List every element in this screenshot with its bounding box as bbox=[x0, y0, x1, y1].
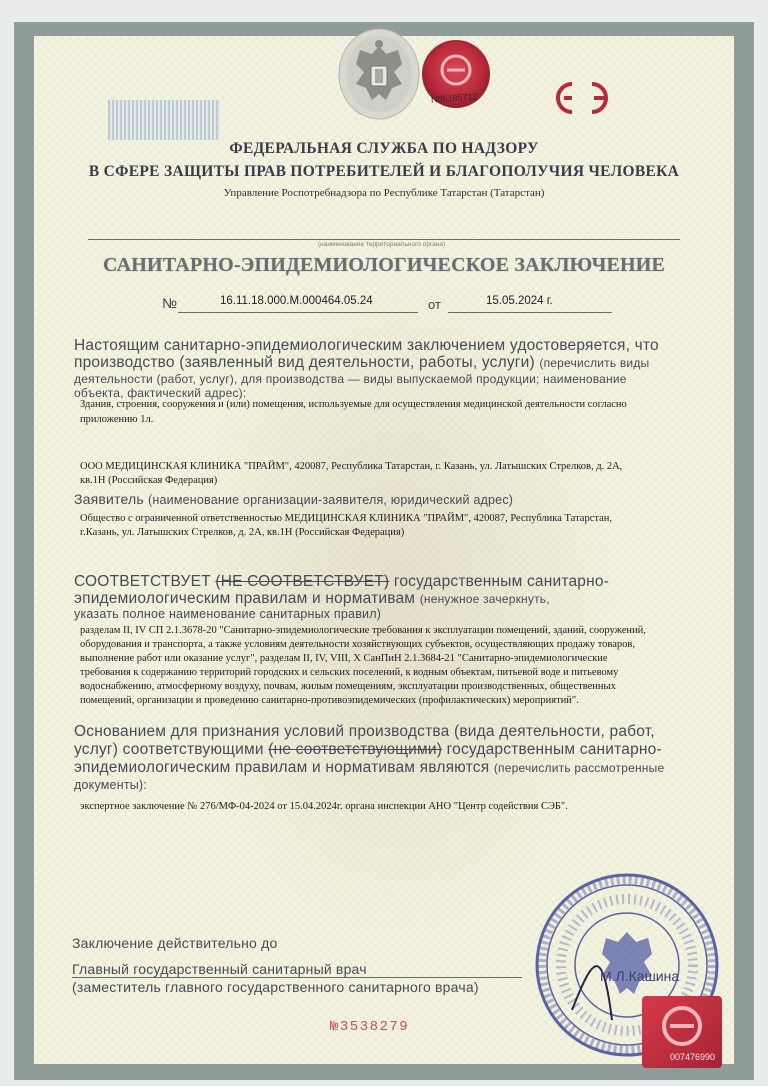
valid-until: Заключение действительно до bbox=[72, 935, 278, 951]
certify-line4: объекта, фактический адрес): bbox=[74, 386, 247, 400]
applicant-label: Заявитель bbox=[74, 491, 144, 507]
security-pattern bbox=[108, 100, 220, 140]
deputy-doctor: (заместитель главного государственного санитарного врача) bbox=[72, 979, 479, 995]
basis-line2-b: государственным санитарно- bbox=[446, 741, 662, 758]
document-title: САНИТАРНО-ЭПИДЕМИОЛОГИЧЕСКОЕ ЗАКЛЮЧЕНИЕ bbox=[102, 254, 666, 276]
department-rule bbox=[88, 239, 680, 240]
rules-line: требования к содержанию территорий городских и сельских поселений, к водным объектам, питьевой воде и питьевому bbox=[80, 667, 619, 678]
rules-line: разделам II, IV СП 2.1.3678-20 "Санитарно-эпидемиологические требования к эксплуатации помещений, зданий, сооружений, bbox=[80, 625, 646, 636]
conforms-line3: указать полное наименование санитарных правил) bbox=[74, 607, 382, 621]
conforms-rest: государственным санитарно- bbox=[393, 573, 610, 590]
agency-title-line1: ФЕДЕРАЛЬНАЯ СЛУЖБА ПО НАДЗОРУ bbox=[229, 140, 539, 157]
basis-line3-hint: (перечислить рассмотренные bbox=[493, 761, 665, 775]
certificate-date: 15.05.2024 г. bbox=[486, 295, 553, 307]
double-headed-eagle-emblem-icon bbox=[338, 28, 420, 120]
from-label: от bbox=[428, 297, 441, 312]
applicant-hint: (наименование организации-заявителя, юридический адрес) bbox=[148, 493, 514, 507]
conforms-word: СООТВЕТСТВУЕТ bbox=[74, 573, 211, 590]
territorial-department: Управление Роспотребнадзора по Республике Татарстан (Татарстан) bbox=[223, 187, 545, 199]
rules-line: выполнение работ или оказание услуг", разделам II, IV, VIII, X СанПиН 2.1.3684-21 "Санитарно-эпидемиологические bbox=[80, 653, 608, 664]
applicant-heading bbox=[74, 490, 513, 510]
conforms-struck: (НЕ СООТВЕТСТВУЕТ) bbox=[215, 573, 390, 590]
chief-doctor: Главный государственный санитарный врач bbox=[72, 961, 367, 977]
conforms-line2-hint: (ненужное зачеркнуть, bbox=[419, 592, 550, 606]
department-caption: (наименование территориального органа) bbox=[318, 241, 446, 248]
applicant-line2: г.Казань, ул. Латышских Стрелков, д. 2А, кв.1Н (Российская Федерация) bbox=[80, 527, 405, 538]
number-underline bbox=[178, 312, 418, 313]
hologram-number: N05185712 bbox=[430, 91, 478, 105]
object-line2: приложению 1л. bbox=[80, 414, 154, 425]
number-label: № bbox=[162, 295, 178, 311]
certificate-number: 16.11.18.000.М.000464.05.24 bbox=[220, 295, 373, 307]
rules-line: водоснабжению, атмосферному воздуху, почвам, жилым помещениям, эксплуатации производственных, общественных bbox=[80, 681, 616, 692]
certify-line3: деятельности (работ, услуг), для производства — виды выпускаемой продукции; наименование bbox=[74, 372, 627, 386]
se-mark-icon bbox=[550, 78, 622, 118]
signer-name: М.Л.Кашина bbox=[600, 968, 680, 984]
address-line1: ООО МЕДИЦИНСКАЯ КЛИНИКА "ПРАЙМ", 420087, Республика Татарстан, г. Казань, ул. Латышских Стрелков, д. 2А, bbox=[80, 461, 623, 472]
hologram2-number: 007476990 bbox=[670, 1052, 716, 1062]
certify-line2-main: производство (заявленный вид деятельности, работы, услуги) bbox=[74, 354, 535, 371]
address-line2: кв.1Н (Российская Федерация) bbox=[80, 475, 218, 486]
basis-line3 bbox=[74, 758, 724, 778]
rules-line: помещений, организации и проведению санитарно-противоэпидемических (профилактических) мероприятий". bbox=[80, 695, 579, 706]
basis-line1: Основанием для признания условий производства (вида деятельности, работ, bbox=[74, 723, 655, 740]
rules-line: оборудования и транспорта, а также условиям деятельности хозяйствующих субъектов, осуществляющих продажу товаров, bbox=[80, 639, 635, 650]
basis-struck: (не соответствующими) bbox=[268, 741, 443, 758]
basis-line2 bbox=[74, 740, 714, 759]
basis-document: экспертное заключение № 276/МФ-04-2024 от 15.04.2024г. органа инспекции АНО "Центр содействия СЭБ". bbox=[80, 801, 568, 812]
applicant-line1: Общество с ограниченной ответственностью МЕДИЦИНСКАЯ КЛИНИКА "ПРАЙМ", 420087, Республика Татарстан, bbox=[80, 513, 612, 524]
object-line1: Здания, строения, сооружения и (или) помещения, используемые для осуществления медицинской деятельности согласно bbox=[80, 399, 627, 410]
basis-line2-a: услуг) соответствующими bbox=[74, 741, 264, 758]
conforms-line2-main: эпидемиологическим правилам и нормативам bbox=[74, 590, 416, 607]
serial-number: №3538279 bbox=[330, 1019, 410, 1035]
date-underline bbox=[448, 312, 612, 313]
basis-line4: документы): bbox=[74, 778, 147, 792]
certify-line1: Настоящим санитарно-эпидемиологическим заключением удостоверяется, что bbox=[74, 337, 659, 354]
basis-line3-main: эпидемиологическим правилам и нормативам являются bbox=[74, 759, 490, 776]
agency-title-line2: В СФЕРЕ ЗАЩИТЫ ПРАВ ПОТРЕБИТЕЛЕЙ И БЛАГОПОЛУЧИЯ ЧЕЛОВЕКА bbox=[88, 163, 680, 180]
certify-line2-hint: (перечислить виды bbox=[539, 356, 650, 370]
sanitary-rules-block bbox=[80, 624, 720, 708]
